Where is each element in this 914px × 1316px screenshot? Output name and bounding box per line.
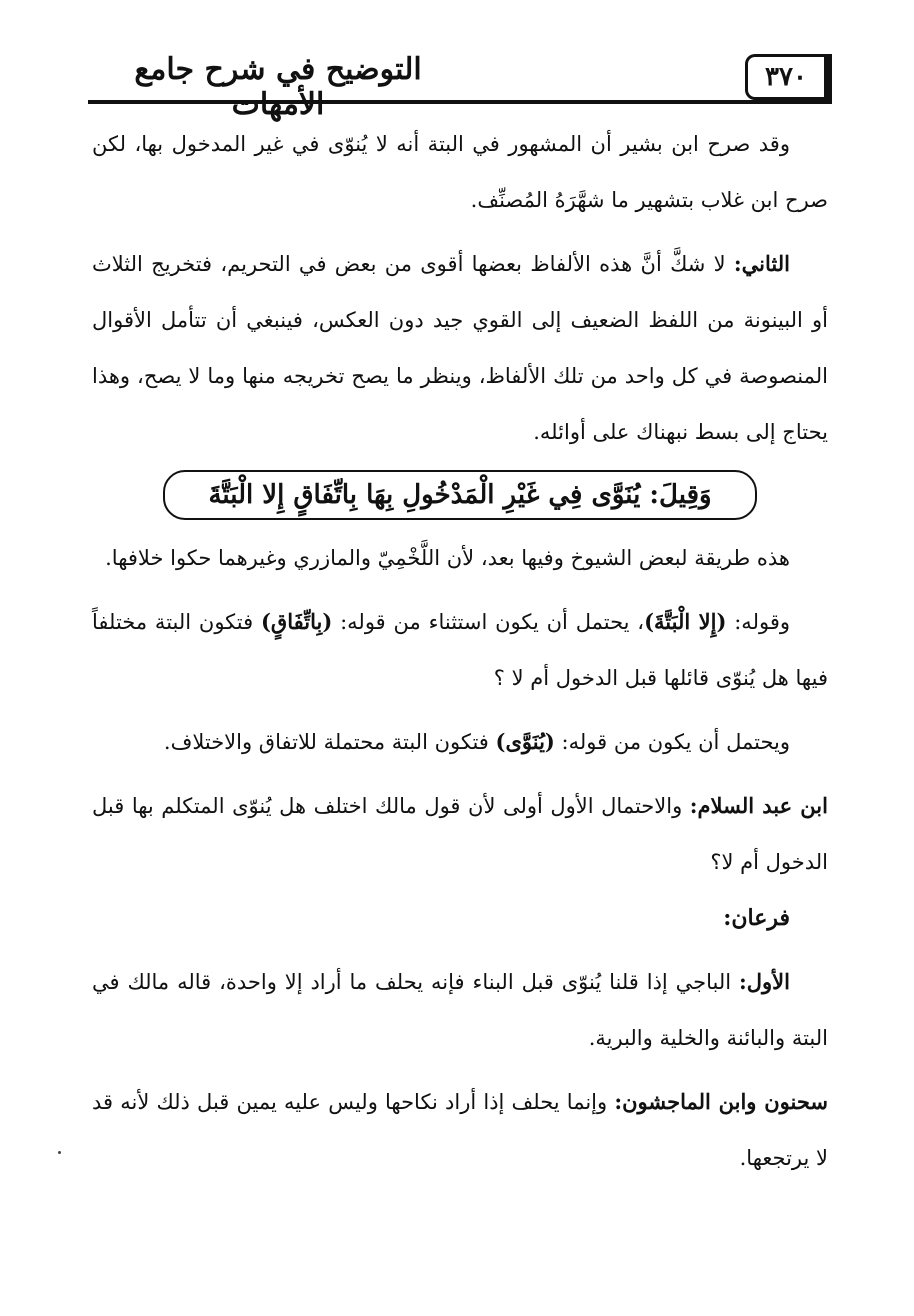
paragraph-text: وإنما يحلف إذا أراد نكاحها وليس عليه يمين قبل ذلك لأنه قد لا يرتجعها. [92, 1090, 828, 1170]
paragraph-text: فتكون البتة مختلفاً فيها هل يُنوّى قائلها قبل الدخول أم لا ؟ [92, 610, 828, 690]
paragraph-text: وقوله: [734, 610, 790, 634]
page-body [92, 116, 828, 1186]
paragraph-text: ويحتمل أن يكون من قوله: [561, 730, 790, 754]
paragraph-label: سحنون وابن الماجشون: [614, 1089, 829, 1114]
paragraph-text: فتكون البتة محتملة للاتفاق والاختلاف. [163, 730, 489, 754]
paragraph-8 [92, 1074, 828, 1186]
matn-box [163, 470, 757, 520]
paragraph-text: الباجي إذا قلنا يُنوّى قبل البناء فإنه يحلف ما أراد إلا واحدة، قاله مالك في البتة والبائنة والخلية والبرية. [92, 970, 828, 1050]
paragraph-label: الثاني: [733, 251, 790, 276]
paragraph-text: والاحتمال الأول أولى لأن قول مالك اختلف هل يُنوّى المتكلم بها قبل الدخول أم لا؟ [92, 794, 828, 874]
paragraph-label: الأول: [739, 969, 790, 994]
book-title: التوضيح في شرح جامع الأمهات [134, 52, 422, 122]
quoted-phrase: (إِلا الْبَتَّةَ) [644, 609, 727, 634]
page-header [88, 48, 832, 122]
paragraph-5 [92, 714, 828, 770]
paragraph-label: ابن عبد السلام: [689, 793, 828, 818]
paragraph-1 [92, 116, 828, 228]
paragraph-6 [92, 778, 828, 890]
matn-text: وَقِيلَ: يُنَوَّى فِي غَيْرِ الْمَدْخُولِ بِهَا بِاتِّفَاقٍ إِلا الْبَتَّةَ [208, 480, 712, 510]
quoted-phrase: (يُنَوَّى) [495, 729, 555, 754]
quoted-phrase: (بِاتِّفَاقٍ) [260, 609, 333, 634]
scan-speck [58, 1151, 61, 1154]
paragraph-text: لا شكَّ أنَّ هذه الألفاظ بعضها أقوى من بعض في التحريم، فتخريج الثلاث أو البينونة من اللفظ الضعيف إلى القوي جيد دون العكس، فينبغي أن تتأمل الأقوال المنصوصة في كل واحد من تلك الألفاظ، وينظر ما يصح تخريجه منها وما لا يصح، وهذا يحتاج إلى بسط نبهناك على أوائله. [92, 252, 828, 444]
paragraph-text: وقد صرح ابن بشير أن المشهور في البتة أنه لا يُنوّى في غير المدخول بها، لكن صرح ابن غلاب بتشهير ما شهَّرَهُ المُصنِّف. [92, 132, 828, 212]
paragraph-4 [92, 594, 828, 706]
section-subheading: فرعان: [723, 905, 790, 931]
paragraph-text: هذه طريقة لبعض الشيوخ وفيها بعد، لأن اللَّخْمِيّ والمازري وغيرهما حكوا خلافها. [105, 546, 790, 570]
page-number: ٣٧٠ [745, 54, 832, 100]
paragraph-text: ، يحتمل أن يكون استثناء من قوله: [340, 610, 645, 634]
paragraph-3 [92, 530, 828, 586]
paragraph-7 [92, 954, 828, 1066]
paragraph-2 [92, 236, 828, 460]
